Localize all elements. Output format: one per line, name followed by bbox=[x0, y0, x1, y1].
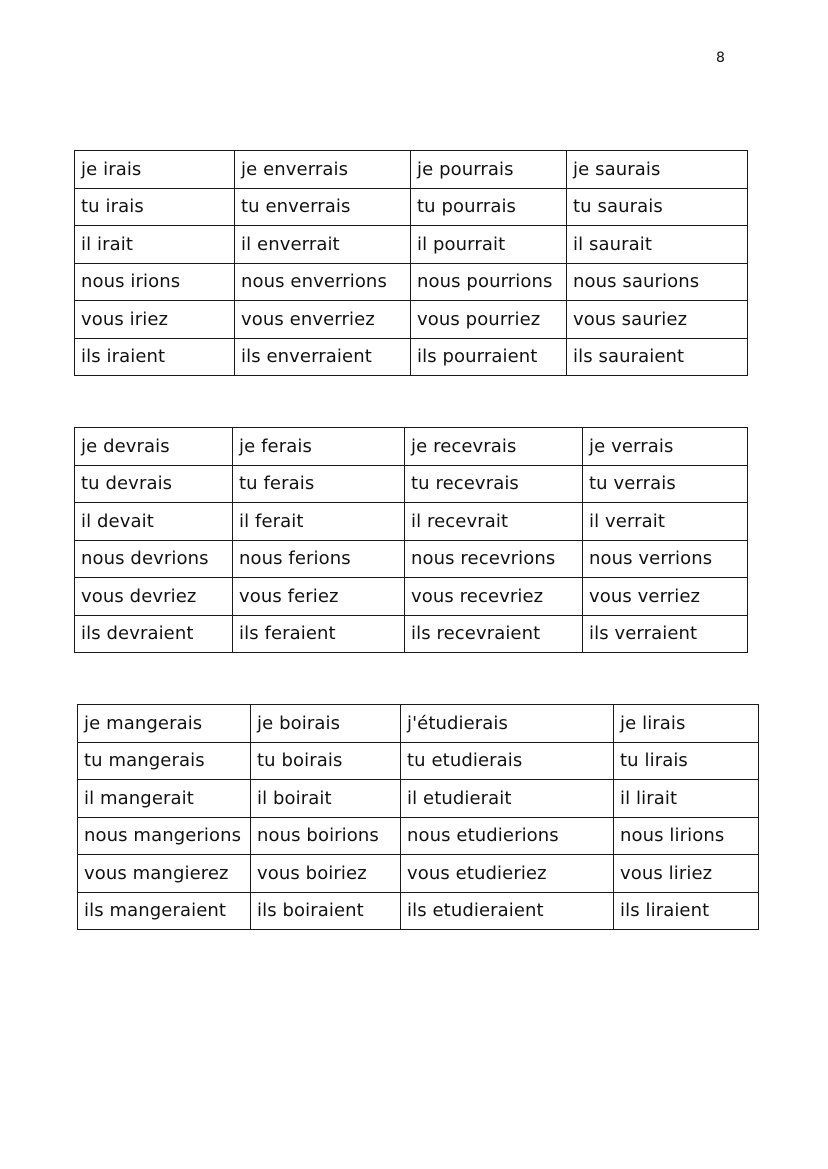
table-row bbox=[78, 705, 759, 743]
table-cell: tu ferais bbox=[233, 465, 405, 503]
table-cell: il devait bbox=[75, 503, 233, 541]
table-cell: vous recevriez bbox=[405, 578, 583, 616]
table-row bbox=[78, 742, 759, 780]
table-cell: nous enverrions bbox=[235, 263, 411, 301]
table-row bbox=[75, 503, 748, 541]
table-cell: ils verraient bbox=[583, 615, 748, 653]
page-number: 8 bbox=[716, 50, 725, 66]
table-row bbox=[75, 151, 748, 189]
table-row bbox=[75, 465, 748, 503]
table-cell: il verrait bbox=[583, 503, 748, 541]
table-cell: tu etudierais bbox=[401, 742, 614, 780]
table-cell: vous mangierez bbox=[78, 855, 251, 893]
table-cell: tu saurais bbox=[567, 188, 748, 226]
table-cell: ils devraient bbox=[75, 615, 233, 653]
table-cell: je pourrais bbox=[411, 151, 567, 189]
table-cell: ils liraient bbox=[614, 892, 759, 930]
table-cell: j'étudierais bbox=[401, 705, 614, 743]
table-cell: nous boirions bbox=[251, 817, 401, 855]
table-cell: vous liriez bbox=[614, 855, 759, 893]
table-cell: je devrais bbox=[75, 428, 233, 466]
table-row bbox=[75, 428, 748, 466]
table-cell: tu mangerais bbox=[78, 742, 251, 780]
table-cell: nous devrions bbox=[75, 540, 233, 578]
table-cell: je enverrais bbox=[235, 151, 411, 189]
table-cell: je boirais bbox=[251, 705, 401, 743]
table-cell: vous iriez bbox=[75, 301, 235, 339]
table-cell: tu lirais bbox=[614, 742, 759, 780]
conjugation-table-2 bbox=[74, 427, 748, 653]
table-cell: nous saurions bbox=[567, 263, 748, 301]
table-row bbox=[75, 188, 748, 226]
table-row bbox=[75, 226, 748, 264]
table-row bbox=[75, 301, 748, 339]
table-cell: nous ferions bbox=[233, 540, 405, 578]
table-cell: tu verrais bbox=[583, 465, 748, 503]
table-cell: il etudierait bbox=[401, 780, 614, 818]
table-cell: je saurais bbox=[567, 151, 748, 189]
table-cell: il lirait bbox=[614, 780, 759, 818]
table-cell: nous etudierions bbox=[401, 817, 614, 855]
table-cell: je recevrais bbox=[405, 428, 583, 466]
conjugation-table-1 bbox=[74, 150, 748, 376]
table-cell: ils enverraient bbox=[235, 338, 411, 376]
table-cell: tu devrais bbox=[75, 465, 233, 503]
table-cell: il boirait bbox=[251, 780, 401, 818]
table-row bbox=[78, 892, 759, 930]
table-cell: vous verriez bbox=[583, 578, 748, 616]
table-cell: nous recevrions bbox=[405, 540, 583, 578]
table-cell: ils iraient bbox=[75, 338, 235, 376]
table-cell: nous verrions bbox=[583, 540, 748, 578]
table-cell: il enverrait bbox=[235, 226, 411, 264]
table-cell: nous irions bbox=[75, 263, 235, 301]
table-cell: tu boirais bbox=[251, 742, 401, 780]
conjugation-table-3 bbox=[77, 704, 759, 930]
table-cell: vous enverriez bbox=[235, 301, 411, 339]
table-cell: ils boiraient bbox=[251, 892, 401, 930]
table-cell: nous mangerions bbox=[78, 817, 251, 855]
table-cell: je ferais bbox=[233, 428, 405, 466]
table-cell: vous pourriez bbox=[411, 301, 567, 339]
table-cell: vous devriez bbox=[75, 578, 233, 616]
table-row bbox=[75, 263, 748, 301]
table-cell: tu recevrais bbox=[405, 465, 583, 503]
table-row bbox=[78, 855, 759, 893]
table-cell: vous feriez bbox=[233, 578, 405, 616]
table-cell: je mangerais bbox=[78, 705, 251, 743]
table-cell: ils etudieraient bbox=[401, 892, 614, 930]
table-row bbox=[75, 338, 748, 376]
table-row bbox=[78, 817, 759, 855]
table-cell: tu enverrais bbox=[235, 188, 411, 226]
table-cell: ils mangeraient bbox=[78, 892, 251, 930]
table-cell: vous etudieriez bbox=[401, 855, 614, 893]
table-cell: il pourrait bbox=[411, 226, 567, 264]
table-cell: il ferait bbox=[233, 503, 405, 541]
table-cell: je irais bbox=[75, 151, 235, 189]
table-cell: vous boiriez bbox=[251, 855, 401, 893]
table-cell: ils sauraient bbox=[567, 338, 748, 376]
table-cell: ils recevraient bbox=[405, 615, 583, 653]
table-cell: ils pourraient bbox=[411, 338, 567, 376]
table-row bbox=[75, 578, 748, 616]
table-row bbox=[75, 615, 748, 653]
table-cell: ils feraient bbox=[233, 615, 405, 653]
table-cell: tu pourrais bbox=[411, 188, 567, 226]
table-cell: il irait bbox=[75, 226, 235, 264]
table-cell: il saurait bbox=[567, 226, 748, 264]
table-row bbox=[78, 780, 759, 818]
table-cell: tu irais bbox=[75, 188, 235, 226]
table-row bbox=[75, 540, 748, 578]
table-cell: nous lirions bbox=[614, 817, 759, 855]
table-cell: vous sauriez bbox=[567, 301, 748, 339]
table-cell: il recevrait bbox=[405, 503, 583, 541]
table-cell: je verrais bbox=[583, 428, 748, 466]
table-cell: je lirais bbox=[614, 705, 759, 743]
table-cell: nous pourrions bbox=[411, 263, 567, 301]
table-cell: il mangerait bbox=[78, 780, 251, 818]
